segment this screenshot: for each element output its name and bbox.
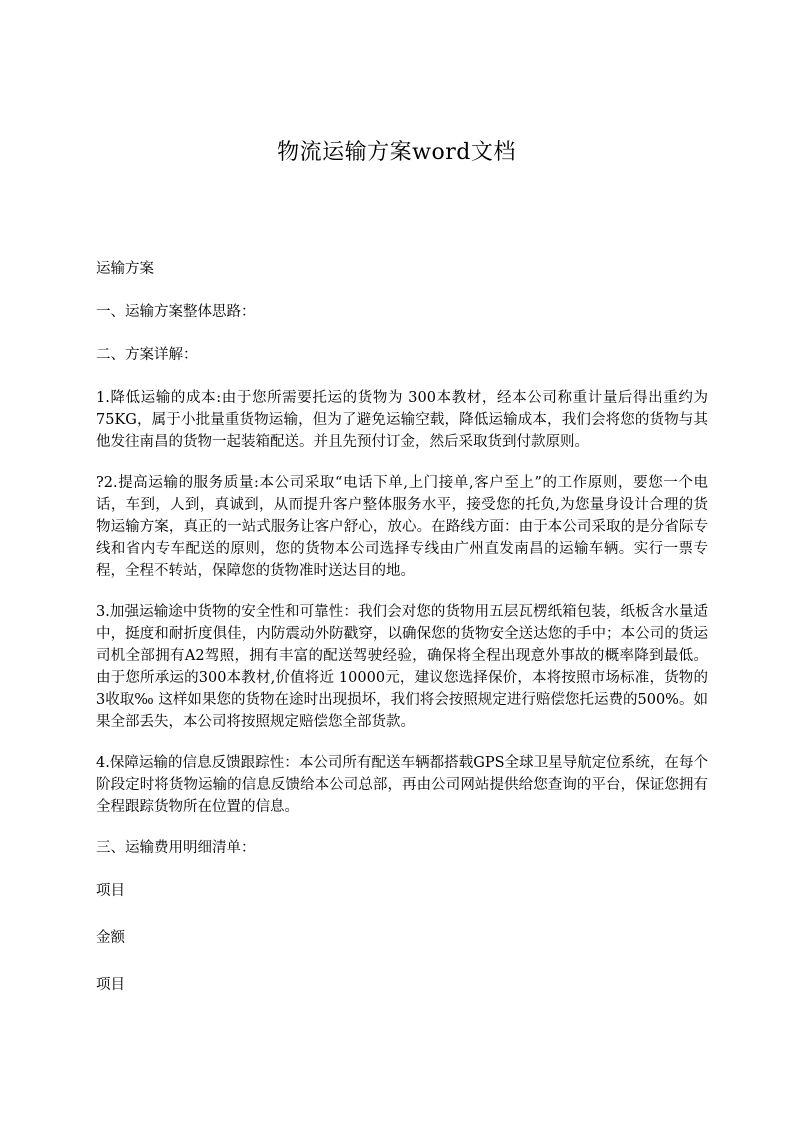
paragraph-cost-reduction: 1.降低运输的成本:由于您所需要托运的货物为 300本教材，经本公司称重计量后得出重约为75KG，属于小批量重货物运输，但为了避免运输空载，降低运输成本，我们会将您的货物与其他发往南昌的货物一起装箱配送。并且先预付订金，然后采取货到付款原则。: [96, 390, 708, 450]
table-item-amount: 金额: [96, 930, 125, 946]
document-body: [96, 258, 708, 1021]
document-title: 物流运输方案word文档: [277, 140, 516, 165]
table-item-project-2: 项目: [96, 977, 125, 993]
paragraph-safety: 3.加强运输途中货物的安全性和可靠性：我们会对您的货物用五层瓦楞纸箱包装，纸板含水量适中，挺度和耐折度俱佳，内防震动外防戳穿，以确保您的货物安全送达您的手中；本公司的货运司机全部拥有A2驾照，拥有丰富的配送驾驶经验，确保将全程出现意外事故的概率降到最低。由于您所承运的300本教材,价值将近 10000元，建议您选择保价，本将按照市场标准，货物的3收取‰ 这样如果您的货物在途时出现损坏，我们将会按照规定进行赔偿您托运费的500%。如果全部丢失，本公司将按照规定赔偿您全部货款。: [96, 604, 708, 730]
table-item-project-1: 项目: [96, 883, 125, 899]
paragraph-service-quality: ?2.提高运输的服务质量:本公司采取“电话下单,上门接单,客户至上”的工作原则，要您一个电话，车到，人到，真诚到，从而提升客户整体服务水平，接受您的托负,为您量身设计合理的货物运输方案，真正的一站式服务让客户舒心，放心。在路线方面：由于本公司采取的是分省际专线和省内专车配送的原则，您的货物本公司选择专线由广州直发南昌的运输车辆。实行一票专程，全程不转站，保障您的货物准时送达目的地。: [96, 475, 708, 579]
paragraph-section-three: 三、运输费用明细清单：: [96, 840, 256, 856]
paragraph-section-one: 一、运输方案整体思路：: [96, 304, 256, 320]
paragraph-section-two: 二、方案详解：: [96, 347, 198, 363]
paragraph-transport-plan: 运输方案: [96, 261, 154, 277]
paragraph-tracking: 4.保障运输的信息反馈跟踪性：本公司所有配送车辆都搭载GPS全球卫星导航定位系统，在每个阶段定时将货物运输的信息反馈给本公司总部，再由公司网站提供给您查询的平台，保证您拥有全程跟踪货物所在位置的信息。: [96, 755, 708, 815]
